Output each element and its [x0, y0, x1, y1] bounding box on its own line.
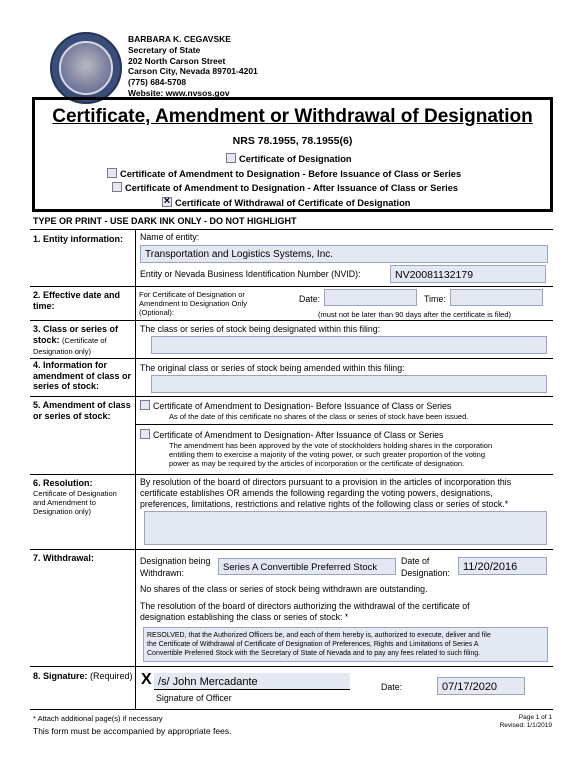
entity-name-field[interactable]: Transportation and Logistics Systems, Inc.: [140, 245, 548, 263]
form-title: Certificate, Amendment or Withdrawal of Designation: [52, 106, 533, 127]
signature-date-field[interactable]: 07/17/2020: [437, 677, 525, 695]
effective-time-field[interactable]: [450, 289, 543, 306]
office-header: [128, 34, 258, 99]
section3-sub: (Certificate of Designation only): [33, 335, 107, 356]
designation-withdrawn-label: [140, 555, 210, 579]
original-class-label: The original class or series of stock being amended within this filing:: [140, 363, 405, 373]
row-divider: [30, 320, 553, 321]
section4-label: 4. Information for amendment of class or series of stock:: [33, 360, 132, 391]
instruction-text: TYPE OR PRINT - USE DARK INK ONLY - DO NOT HIGHLIGHT: [33, 216, 297, 226]
section3-title: 3. Class or series of stock:: [33, 324, 119, 345]
amendment-before-option[interactable]: [140, 400, 451, 412]
amendment-after-option[interactable]: [140, 429, 443, 441]
row-divider: [30, 358, 553, 359]
effective-date-note: (must not be later than 90 days after the certificate is filed): [318, 310, 512, 319]
desc-line: By resolution of the board of directors pursuant to a provision in the articles of incorporation this: [140, 477, 512, 487]
sub-line: Designation only): [33, 507, 91, 516]
city-address: Carson City, Nevada 89701-4201: [128, 66, 258, 77]
signature-x-mark: X: [141, 671, 152, 688]
section2-label: 2. Effective date and time:: [33, 290, 121, 311]
checkbox[interactable]: [140, 400, 150, 410]
page-info: [480, 714, 552, 730]
sub-line: and Amendment to: [33, 498, 96, 507]
option-label: Certificate of Amendment to Designation- After Issuance of Class or Series: [153, 430, 444, 440]
designation-withdrawn-field[interactable]: Series A Convertible Preferred Stock: [218, 558, 396, 575]
row-divider: [30, 709, 553, 710]
office-title: Secretary of State: [128, 44, 201, 55]
phone: (775) 684-5708: [128, 77, 187, 88]
no-shares-statement: No shares of the class or series of stock being withdrawn are outstanding.: [140, 584, 428, 594]
section3-label: [33, 324, 133, 358]
resolution-line: Convertible Preferred Stock with the Secretary of State of Nevada and to pay any fees related to such filing.: [147, 650, 481, 657]
date-of-designation-field[interactable]: 11/20/2016: [458, 557, 547, 575]
row-divider: [30, 396, 553, 397]
desc-line: certificate establishes OR amends the following regarding the voting powers, designations,: [140, 488, 493, 498]
withdrawal-resolution-label: [140, 601, 470, 623]
row-divider: [136, 424, 553, 425]
section6-sub: [33, 489, 133, 516]
option-label: Certificate of Amendment to Designation- Before Issuance of Class or Series: [153, 401, 452, 411]
class-designated-label: The class or series of stock being designated within this filing:: [140, 324, 381, 334]
label-line: Date of: [401, 556, 430, 566]
revised-date: Revised: 1/1/2019: [499, 722, 552, 729]
resolution-field[interactable]: [144, 511, 547, 545]
secretary-name: BARBARA K. CEGAVSKE: [128, 34, 231, 44]
section5-label: 5. Amendment of class or series of stock:: [33, 400, 131, 421]
section1-label: 1. Entity information:: [33, 234, 123, 244]
checkbox[interactable]: [140, 429, 150, 439]
row-divider: [30, 474, 553, 475]
nrs-reference: NRS 78.1955, 78.1955(6): [232, 135, 353, 147]
page-number: Page 1 of 1: [518, 714, 552, 721]
row-divider: [30, 549, 553, 550]
row-divider: [30, 286, 553, 287]
desc-line: The amendment has been approved by the vote of stockholders holding shares in the corporation: [169, 441, 493, 450]
desc-line: For Certificate of Designation or: [139, 290, 245, 299]
effective-date-description: [139, 290, 247, 317]
effective-date-label: Date:: [299, 294, 321, 304]
row-divider: [30, 666, 553, 667]
label-line: Designation being: [140, 556, 211, 566]
label-line: Designation:: [401, 568, 450, 578]
signature-date-label: Date:: [381, 682, 403, 692]
section6-label: 6. Resolution:: [33, 478, 93, 488]
attach-note: * Attach additional page(s) if necessary: [33, 714, 163, 723]
effective-date-field[interactable]: [324, 289, 417, 306]
checkbox[interactable]: [226, 153, 236, 163]
street-address: 202 North Carson Street: [128, 55, 226, 66]
title-box: [32, 97, 553, 212]
desc-line: Amendment to Designation Only: [139, 299, 247, 308]
section8-title: 8. Signature:: [33, 671, 88, 681]
sub-line: Certificate of Designation: [33, 489, 117, 498]
signature-field[interactable]: /s/ John Mercadante: [154, 673, 350, 690]
option-certificate-of-designation[interactable]: [226, 153, 352, 164]
row-divider: [30, 229, 553, 230]
required-note: (Required): [90, 671, 133, 681]
withdrawal-resolution-field[interactable]: [143, 627, 548, 662]
nvid-label: Entity or Nevada Business Identification Number (NVID):: [140, 269, 361, 279]
option-amendment-after[interactable]: [112, 182, 458, 193]
checkbox[interactable]: [112, 182, 122, 192]
section8-label: [33, 671, 133, 682]
option-label: Certificate of Designation: [239, 154, 352, 164]
column-divider: [135, 229, 136, 710]
nvid-field[interactable]: NV20081132179: [390, 265, 546, 283]
date-of-designation-label: [401, 555, 450, 579]
option-label: Certificate of Withdrawal of Certificate of Designation: [175, 198, 411, 208]
option-amendment-before[interactable]: [107, 168, 461, 179]
entity-name-label: Name of entity:: [140, 232, 200, 242]
label-line: The resolution of the board of directors authorizing the withdrawal of the certificate of: [140, 601, 470, 611]
desc-line: power as may be required by the articles of incorporation or the certificate of designation.: [169, 459, 465, 468]
section7-label: 7. Withdrawal:: [33, 553, 94, 563]
checkbox-checked[interactable]: [162, 197, 172, 207]
signature-label: Signature of Officer: [156, 693, 232, 703]
website: Website: www.nvsos.gov: [128, 87, 230, 98]
checkbox[interactable]: [107, 168, 117, 178]
amendment-after-desc: [169, 441, 492, 468]
desc-line: entitling them to exercise a majority of the voting power, or such greater proportion of the voting: [169, 450, 486, 459]
original-class-field[interactable]: [151, 375, 547, 393]
option-withdrawal[interactable]: [162, 197, 410, 208]
resolution-line: the Certificate of Withdrawal of Certificate of Designation of Preferences, Rights and Limitations of Series A: [147, 641, 479, 648]
fees-note: This form must be accompanied by appropriate fees.: [33, 726, 232, 736]
effective-time-label: Time:: [424, 294, 446, 304]
label-line: Withdrawn:: [140, 568, 184, 578]
resolution-line: RESOLVED, that the Authorized Officers be, and each of them hereby is, authorized to execute, deliver and file: [147, 632, 491, 639]
state-seal: [50, 32, 122, 104]
desc-line: (Optional):: [139, 308, 175, 317]
label-line: designation establishing the class or series of stock: *: [140, 612, 349, 622]
resolution-text: [140, 477, 511, 510]
option-label: Certificate of Amendment to Designation - After Issuance of Class or Series: [125, 183, 459, 193]
class-designated-field[interactable]: [151, 336, 547, 354]
amendment-before-desc: As of the date of this certificate no shares of the class or series of stock have been issued.: [169, 412, 469, 421]
option-label: Certificate of Amendment to Designation - Before Issuance of Class or Series: [120, 169, 462, 179]
desc-line: preferences, limitations, restrictions and relative rights of the following class or series of stock.*: [140, 499, 509, 509]
